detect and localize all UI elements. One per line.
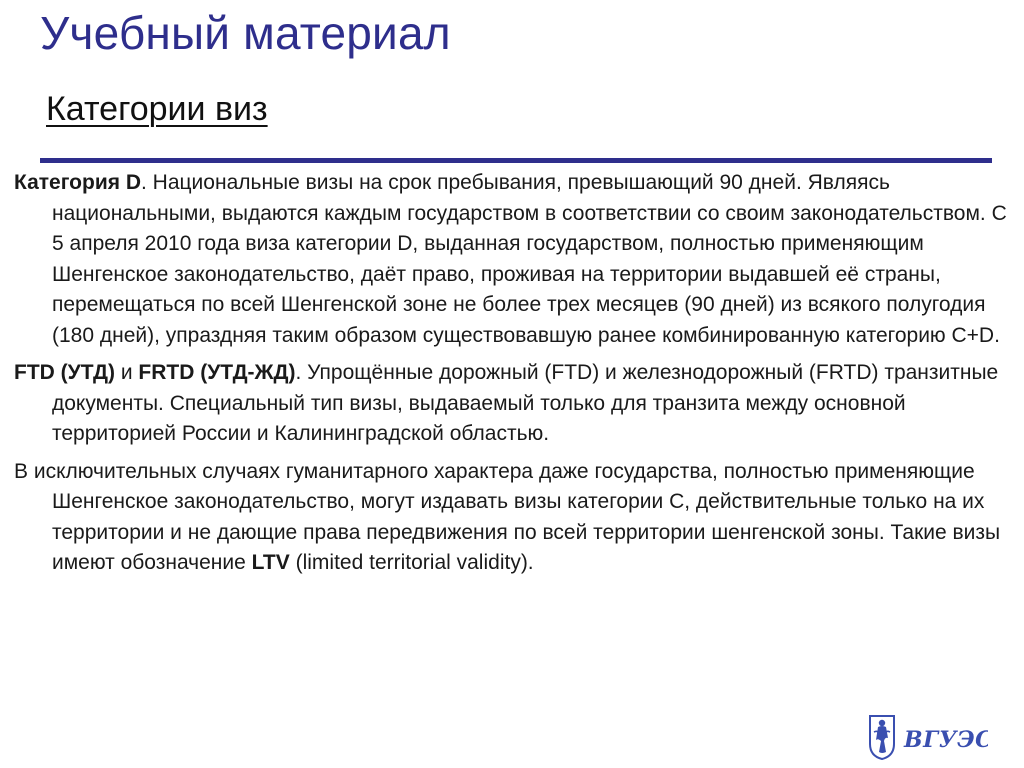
term-ltv: LTV <box>251 551 290 574</box>
title-divider <box>40 158 992 163</box>
section-subtitle: Категории виз <box>46 90 268 128</box>
paragraph-text: В исключительных случаях гуманитарного характера даже государства, полностью применяющие Шенгенское законодательство, могут издавать визы категории C, действительные только на их территории и не дающие права передвижения по всей территории шенгенской зоны. Такие визы имеют обозначение <box>14 459 1001 574</box>
svg-text:ВГУЭС: ВГУЭС <box>904 727 988 753</box>
term-frtd: FRTD (УТД-ЖД) <box>138 361 296 384</box>
slide-title: Учебный материал <box>40 7 451 59</box>
university-logo <box>864 714 988 760</box>
term-category-d: Категория D <box>14 171 142 194</box>
term-ftd: FTD (УТД) <box>14 361 115 384</box>
paragraph-category-d <box>14 168 1014 351</box>
connector-text: и <box>114 361 139 384</box>
paragraph-text: . Упрощённые дорожный (FTD) и железнодорожный (FRTD) транзитные документы. Специальный тип визы, выдаваемый только для транзита между основной территорией России и Калининградской областью. <box>52 361 999 445</box>
slide-body <box>14 168 1014 586</box>
paragraph-ftd-frtd <box>14 358 1014 450</box>
paragraph-text: . Национальные визы на срок пребывания, превышающий 90 дней. Являясь национальными, выдаются каждым государством в соответствии со своим законодательством. С 5 апреля 2010 года виза категории D, выданная государством, полностью применяющим Шенгенское законодательство, даёт право, проживая на территории выдавшей её страны, перемещаться по всей Шенгенской зоне не более трех месяцев (90 дней) из всякого полугодия (180 дней), упраздняя таким образом существовавшую ранее комбинированную категорию C+D. <box>52 171 1007 347</box>
paragraph-ltv <box>14 457 1014 579</box>
university-emblem-icon <box>864 714 988 760</box>
paragraph-text-end: (limited territorial validity). <box>289 551 534 574</box>
